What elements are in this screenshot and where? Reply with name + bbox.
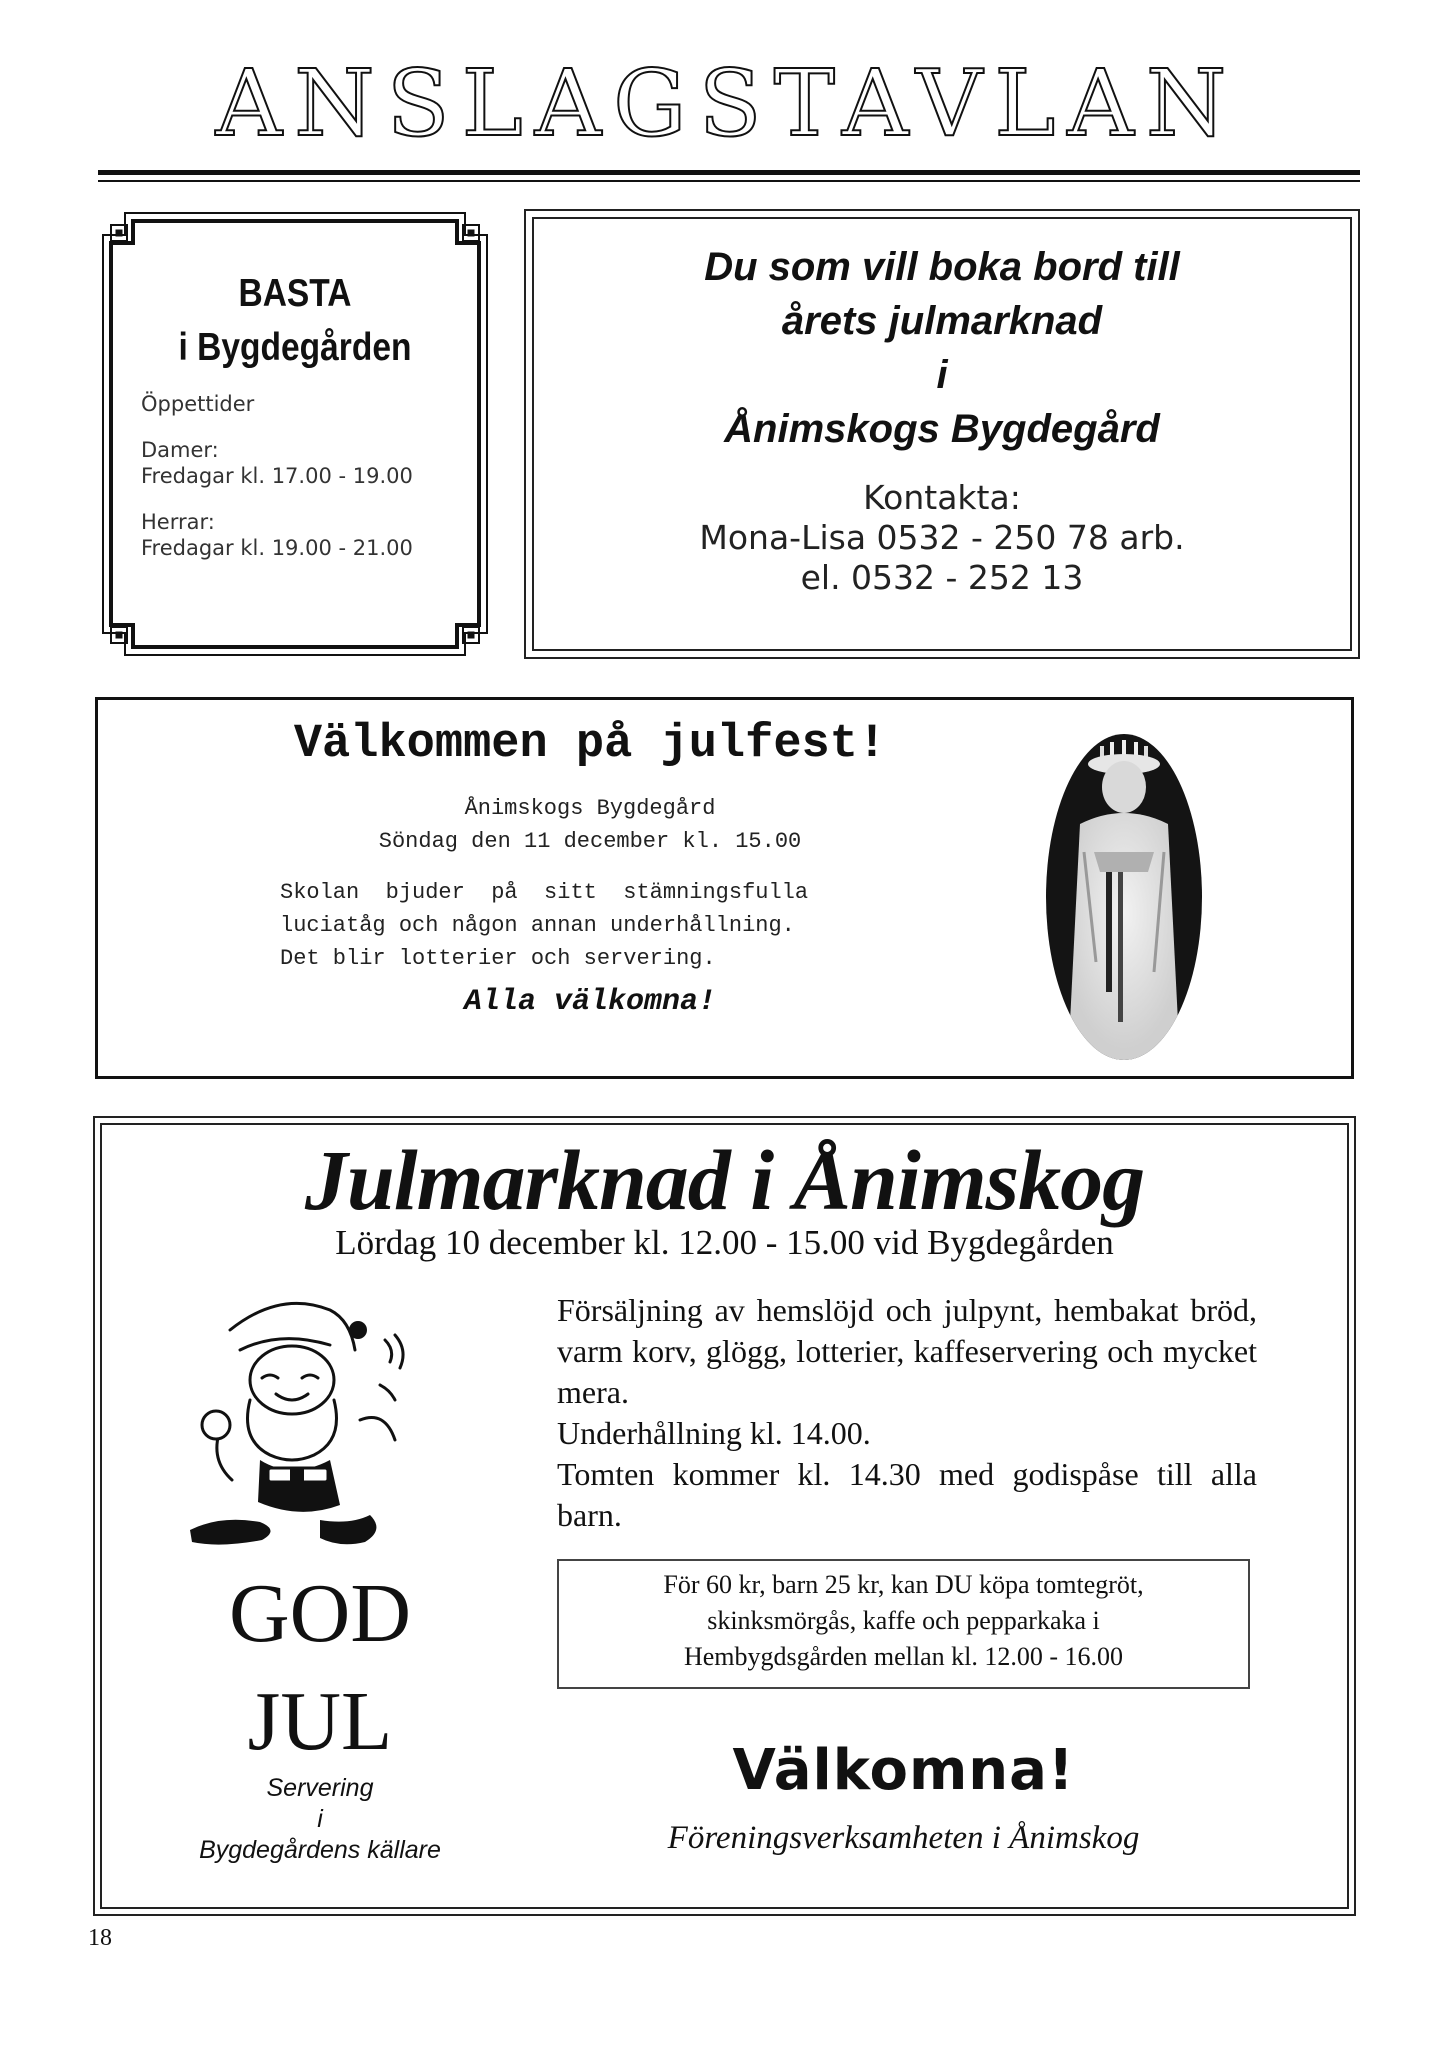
price-text [557, 1567, 1250, 1675]
julfest-venue: Ånimskogs Bygdegård [464, 796, 716, 821]
julmarknad-body-entertainment: Underhållning kl. 14.00. [557, 1415, 871, 1451]
contact-phone-home: el. 0532 - 252 13 [800, 558, 1084, 597]
basta-notice [99, 209, 491, 659]
julfest-desc-line2: luciatåg och någon annan underhållning. [280, 913, 795, 938]
booking-line2: årets julmarknad [781, 299, 1103, 343]
page-number: 18 [88, 1925, 112, 1951]
booking-heading [532, 240, 1352, 456]
julfest-desc-line1: Skolan bjuder på sitt stämningsfulla [280, 880, 809, 905]
men-label: Herrar: [141, 510, 215, 534]
women-label: Damer: [141, 438, 219, 462]
opening-hours-label: Öppettider [141, 392, 255, 416]
basta-title [126, 267, 463, 375]
booking-contact [532, 478, 1352, 598]
booking-line3: i [936, 353, 948, 397]
page-title: ANSLAGSTAVLAN [215, 50, 1239, 157]
julmarknad-description [557, 1290, 1257, 1536]
julfest-desc-line3: Det blir lotterier och servering. [280, 946, 716, 971]
header-rule [98, 170, 1360, 175]
serving-line2: i [317, 1805, 323, 1833]
contact-phone-work: Mona-Lisa 0532 - 250 78 arb. [699, 518, 1185, 557]
price-line2: skinksmörgås, kaffe och pepparkaka i [707, 1606, 1100, 1635]
jul-text: JUL [247, 1675, 393, 1768]
god-text: GOD [229, 1567, 411, 1660]
welcome-heading: Välkomna! [732, 1738, 1075, 1803]
julmarknad-subtitle: Lördag 10 december kl. 12.00 - 15.00 vid Bygdegården [335, 1223, 1114, 1262]
julmarknad-body-santa: Tomten kommer kl. 14.30 med godispåse till alla barn. [557, 1456, 1257, 1533]
booking-line4: Ånimskogs Bygdegård [724, 407, 1160, 451]
lucia-photo [1044, 732, 1204, 1062]
header-rule-thin [98, 180, 1360, 182]
serving-line1: Servering [266, 1774, 374, 1802]
julfest-welcome: Alla välkomna! [463, 985, 717, 1019]
contact-label: Kontakta: [863, 478, 1021, 517]
serving-line3: Bygdegårdens källare [199, 1836, 441, 1864]
basta-title-line2: i Bygdegården [178, 326, 412, 369]
julmarknad-body-sales: Försäljning av hemslöjd och julpynt, hembakat bröd, varm korv, glögg, lotterier, kaffeservering och mycket mera. [557, 1292, 1257, 1410]
santa-illustration [180, 1290, 460, 1560]
julmarknad-title: Julmarknad i Ånimskog [304, 1132, 1145, 1228]
booking-line1: Du som vill boka bord till [704, 245, 1180, 289]
women-hours: Fredagar kl. 17.00 - 19.00 [141, 464, 413, 488]
organizer-name: Föreningsverksamheten i Ånimskog [667, 1820, 1140, 1856]
price-line1: För 60 kr, barn 25 kr, kan DU köpa tomtegröt, [663, 1570, 1144, 1599]
julfest-title: Välkommen på julfest! [293, 718, 887, 771]
men-hours: Fredagar kl. 19.00 - 21.00 [141, 536, 413, 560]
basta-title-line1: BASTA [238, 272, 352, 315]
julfest-date: Söndag den 11 december kl. 15.00 [378, 829, 802, 854]
price-line3: Hembygdsgården mellan kl. 12.00 - 16.00 [683, 1642, 1124, 1671]
